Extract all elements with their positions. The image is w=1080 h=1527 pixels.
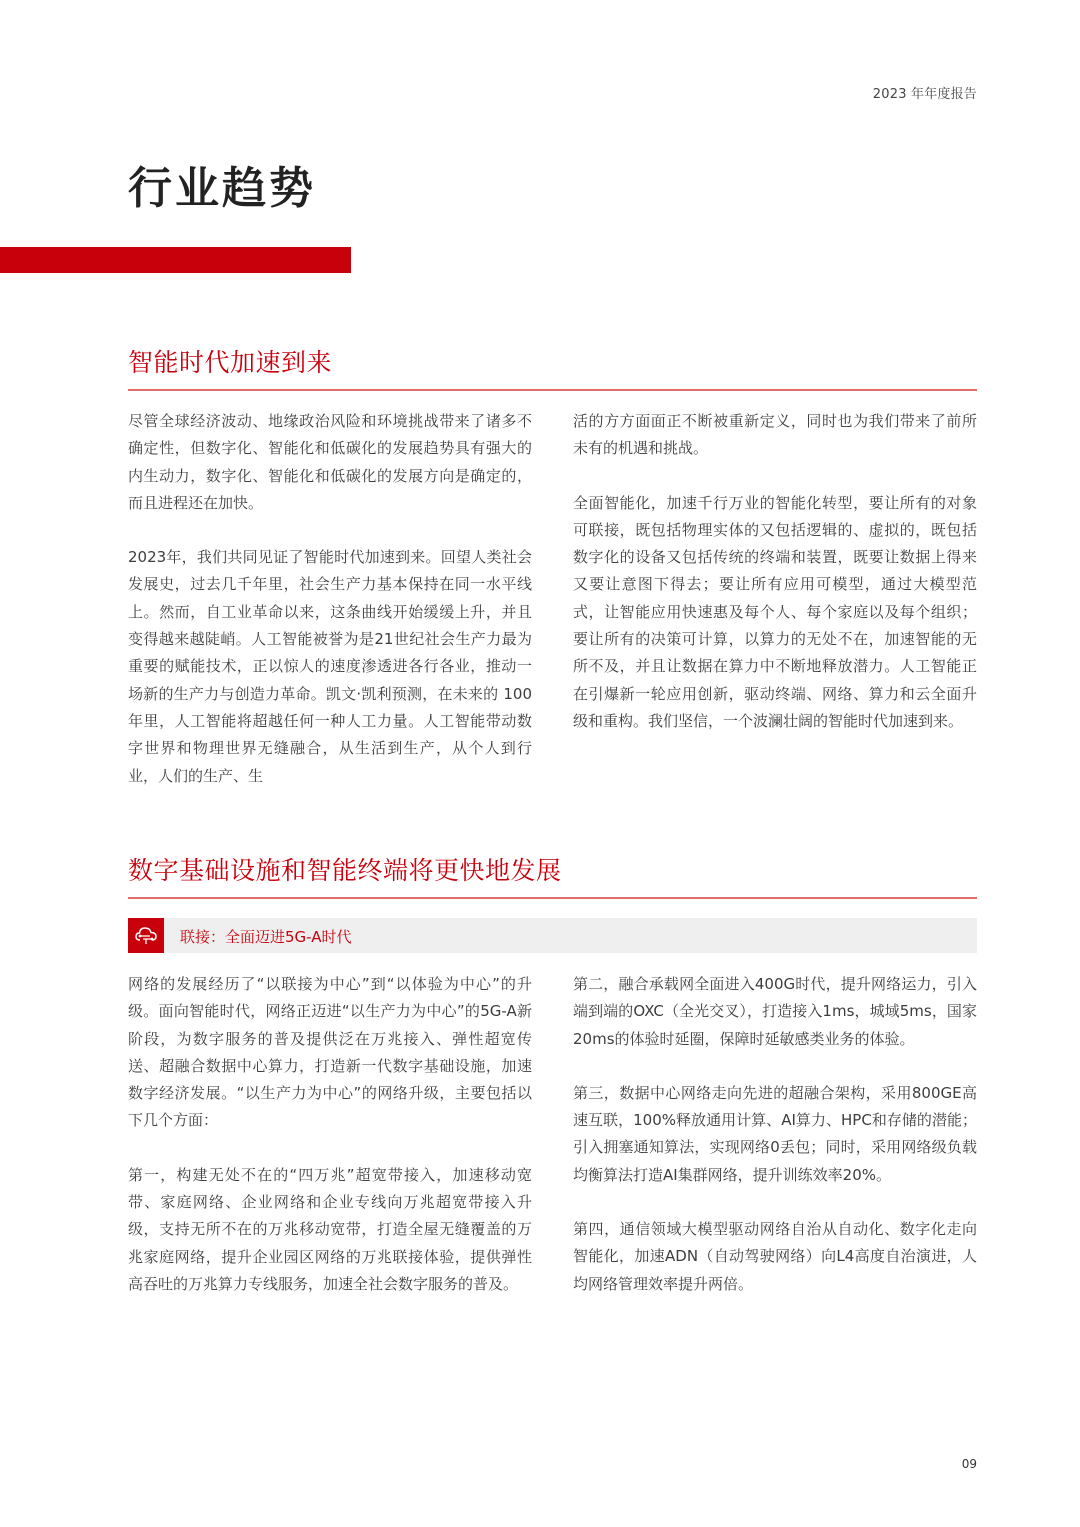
section-divider (128, 897, 977, 899)
paragraph: 第三，数据中心网络走向先进的超融合架构，采用800GE高速互联，100%释放通用计算、AI算力、HPC和存储的潜能；引入拥塞通知算法，实现网络0丢包；同时，采用网络级负载均衡算法打造AI集群网络，提升训练效率20%。 (573, 1083, 977, 1184)
paragraph: 第一，构建无处不在的“四万兆”超宽带接入，加速移动宽带、家庭网络、企业网络和企业专线向万兆超宽带接入升级，支持无所不在的万兆移动宽带，打造全屋无缝覆盖的万兆家庭网络，提升企业园区网络的万兆联接体验，提供弹性高吞吐的万兆算力专线服务，加速全社会数字服务的普及。 (128, 1165, 532, 1293)
section-title-digital-infrastructure: 数字基础设施和智能终端将更快地发展 (128, 856, 562, 885)
paragraph: 全面智能化，加速千行万业的智能化转型，要让所有的对象可联接，既包括物理实体的又包括逻辑的、虚拟的，既包括数字化的设备又包括传统的终端和装置，既要让数据上得来又要让意图下得去；要让所有应用可模型，通过大模型范式，让智能应用快速惠及每个人、每个家庭以及每个组织；要让所有的决策可计算，以算力的无处不在，加速智能的无所不及，并且让数据在算力中不断地释放潜力。人工智能正在引爆新一轮应用创新，驱动终端、网络、算力和云全面升级和重构。我们坚信，一个波澜壮阔的智能时代加速到来。 (573, 493, 977, 730)
report-header-label: 2023 年年度报告 (872, 87, 977, 102)
paragraph: 网络的发展经历了“以联接为中心”到“以体验为中心”的升级。面向智能时代，网络正迈进“以生产力为中心”的5G-A新阶段，为数字服务的普及提供泛在万兆接入、弹性超宽传送、超融合数据中心算力，打造新一代数字基础设施，加速数字经济发展。“以生产力为中心”的网络升级，主要包括以下几个方面： (128, 975, 532, 1130)
section2-left-column (128, 971, 532, 1325)
page-title: 行业趋势 (128, 163, 316, 214)
paragraph: 第四，通信领域大模型驱动网络自治从自动化、数字化走向智能化，加速ADN（自动驾驶网络）向L4高度自治演进，人均网络管理效率提升两倍。 (573, 1220, 977, 1293)
title-accent-bar (0, 247, 351, 273)
subsection-banner-label: 联接：全面迈进5G-A时代 (180, 928, 352, 946)
paragraph: 2023年，我们共同见证了智能时代加速到来。回望人类社会发展史，过去几千年里，社会生产力基本保持在同一水平线上。然而，自工业革命以来，这条曲线开始缓缓上升，并且变得越来越陡峭。人工智能被誉为是21世纪社会生产力最为重要的赋能技术，正以惊人的速度渗透进各行各业，推动一场新的生产力与创造力革命。凯文·凯利预测，在未来的 100 年里，人工智能将超越任何一种人工力量。人工智能带动数字世界和物理世界无缝融合，从生活到生产，从个人到行业，人们的生产、生 (128, 548, 532, 785)
subsection-banner (128, 918, 977, 953)
network-cloud-icon (128, 918, 164, 953)
paragraph: 尽管全球经济波动、地缘政治风险和环境挑战带来了诸多不确定性，但数字化、智能化和低碳化的发展趋势具有强大的内生动力，数字化、智能化和低碳化的发展方向是确定的，而且进程还在加快。 (128, 412, 532, 512)
section1-right-column (573, 408, 977, 762)
section-title-intelligent-era: 智能时代加速到来 (128, 348, 333, 377)
section2-right-column (573, 971, 977, 1325)
paragraph: 第二，融合承载网全面进入400G时代，提升网络运力，引入端到端的OXC（全光交叉），打造接入1ms，城域5ms，国家20ms的体验时延圈，保障时延敏感类业务的体验。 (573, 975, 977, 1048)
page-number: 09 (961, 1457, 977, 1471)
section-divider (128, 389, 977, 391)
section1-left-column (128, 408, 532, 817)
paragraph: 活的方方面面正不断被重新定义，同时也为我们带来了前所未有的机遇和挑战。 (573, 412, 977, 458)
